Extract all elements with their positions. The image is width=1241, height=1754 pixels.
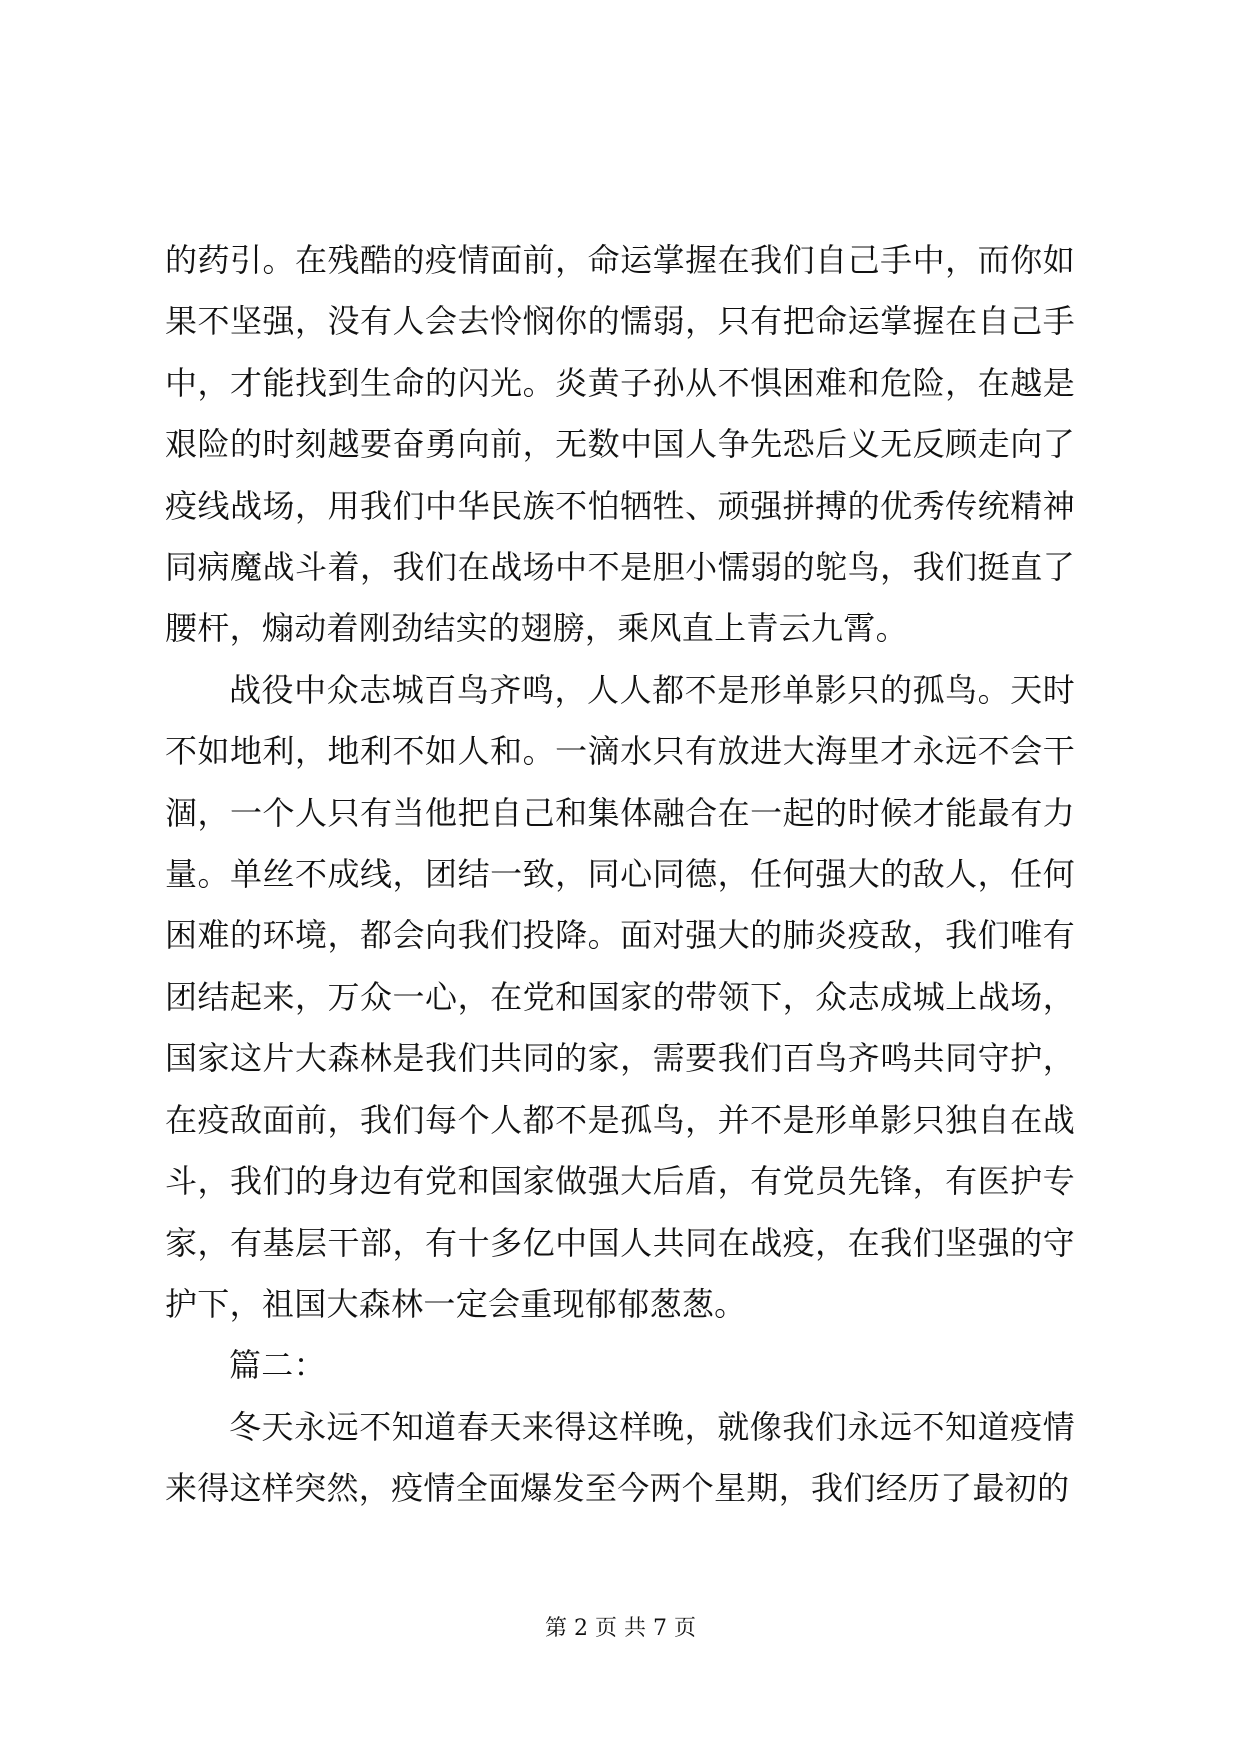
paragraph-continuation: 的药引。在残酷的疫情面前，命运掌握在我们自己手中，而你如果不坚强，没有人会去怜悯你的懦弱，只有把命运掌握在自己手中，才能找到生命的闪光。炎黄子孙从不惧困难和危险，在越是艰险的时刻越要奋勇向前，无数中国人争先恐后义无反顾走向了疫线战场，用我们中华民族不怕牺牲、顽强拼搏的优秀传统精神同病魔战斗着，我们在战场中不是胆小懦弱的鸵鸟，我们挺直了腰杆，煽动着刚劲结实的翅膀，乘风直上青云九霄。 xyxy=(165,241,1075,648)
document-body xyxy=(165,230,1075,1520)
paragraph-winter: 冬天永远不知道春天来得这样晚，就像我们永远不知道疫情来得这样突然，疫情全面爆发至今两个星期，我们经历了最初的 xyxy=(165,1407,1075,1508)
page-number-footer: 第 2 页 共 7 页 xyxy=(545,1616,696,1641)
section-heading-part-two: 篇二： xyxy=(229,1346,326,1385)
paragraph-unity: 战役中众志城百鸟齐鸣，人人都不是形单影只的孤鸟。天时不如地利，地利不如人和。一滴水只有放进大海里才永远不会干涸，一个人只有当他把自己和集体融合在一起的时候才能最有力量。单丝不成线，团结一致，同心同德，任何强大的敌人，任何困难的环境，都会向我们投降。面对强大的肺炎疫敌，我们唯有团结起来，万众一心，在党和国家的带领下，众志成城上战场，国家这片大森林是我们共同的家，需要我们百鸟齐鸣共同守护，在疫敌面前，我们每个人都不是孤鸟，并不是形单影只独自在战斗，我们的身边有党和国家做强大后盾，有党员先锋，有医护专家，有基层干部，有十多亿中国人共同在战疫，在我们坚强的守护下，祖国大森林一定会重现郁郁葱葱。 xyxy=(165,670,1075,1323)
